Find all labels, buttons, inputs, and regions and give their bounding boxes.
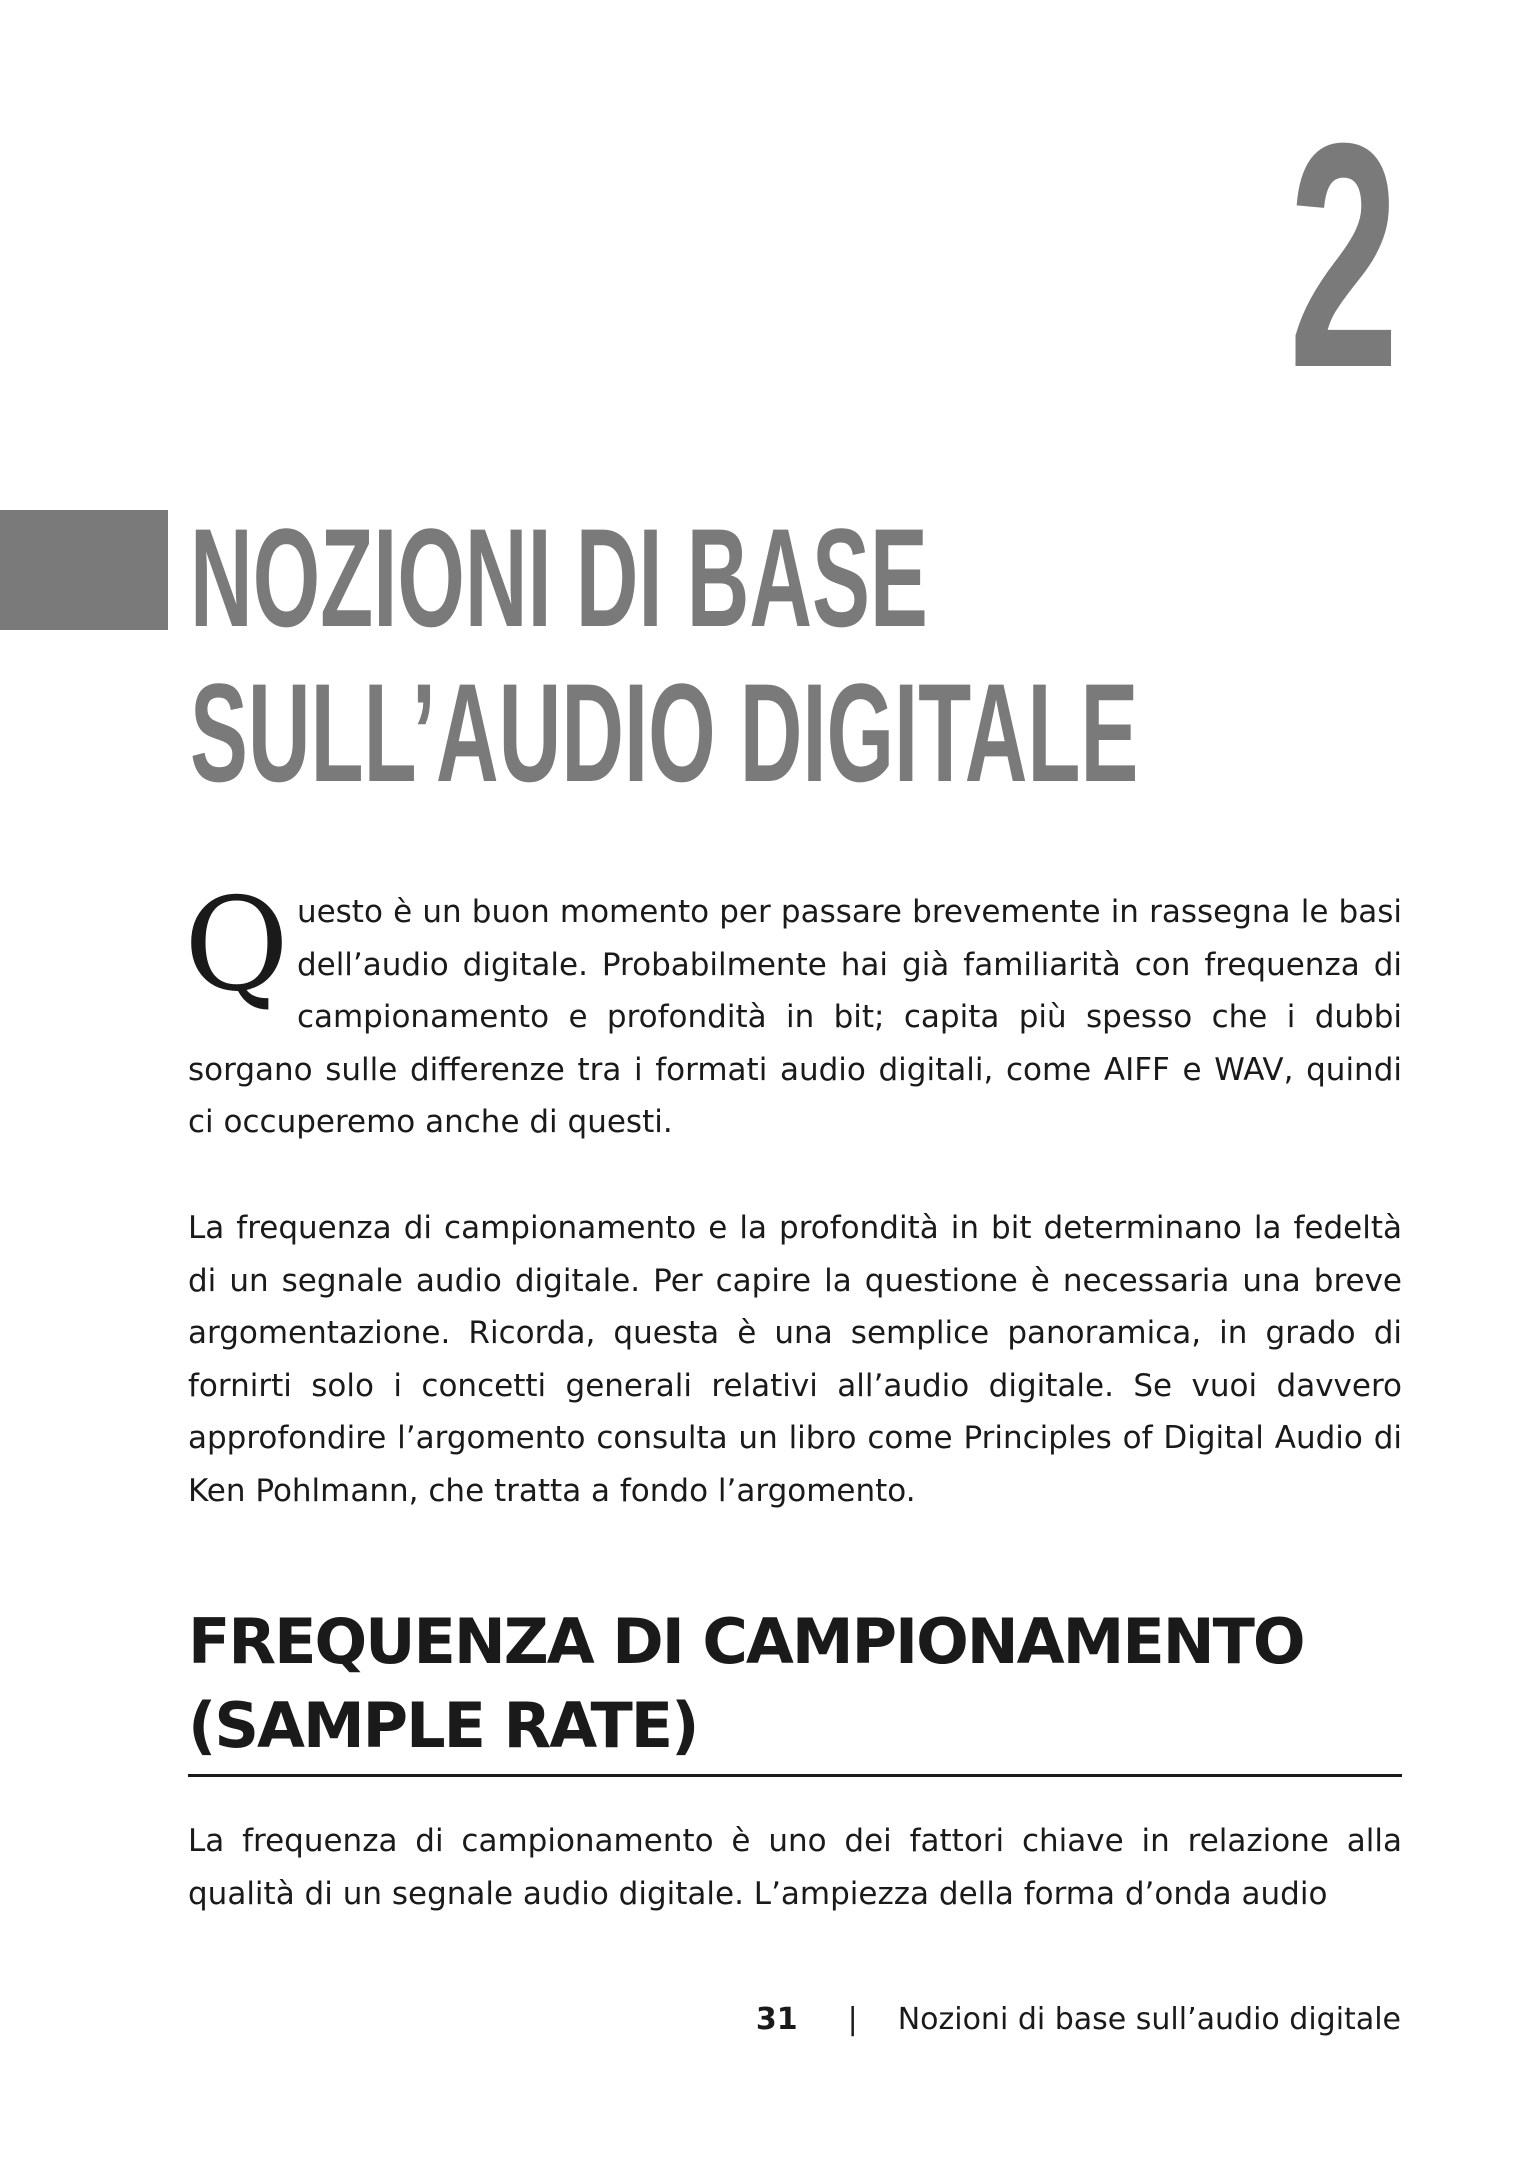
running-title: Nozioni di base sull’audio digitale (897, 2002, 1401, 2037)
section-paragraph: La frequenza di campionamento è uno dei fattori chiave in relazione alla qualità di un segnale audio digitale. L’ampiezza della forma d’onda audio (188, 1823, 1402, 1912)
chapter-title (190, 500, 1138, 810)
intro-paragraph-1 (184, 871, 1402, 1149)
section-heading (188, 1600, 1402, 1768)
section-divider (188, 1774, 1402, 1777)
chapter-number: 2 (1288, 76, 1399, 434)
intro-paragraph-1-text: uesto è un buon momento per passare brevemente in rassegna le basi dell’audio digitale. Probabilmente hai già familiarità con frequenza di campionamento e profondità in bit; capita più spesso che i dubbi sorgano sulle differenze tra i formati audio digitali, come AIFF e WAV, quindi ci occuperemo anche di questi. (188, 894, 1402, 1140)
intro-paragraph-2: La frequenza di campionamento e la profondità in bit determinano la fedeltà di un segnale audio digitale. Per capire la questione è necessaria una breve argomentazione. Ricorda, questa è una semplice panoramica, in grado di fornirti solo i concetti generali relativi all’audio digitale. Se vuoi davvero approfondire l’argomento consulta un libro come Principles of Digital Audio di Ken Pohlmann, che tratta a fondo l’argomento. (188, 1210, 1402, 1509)
section-heading-line-2: (SAMPLE RATE) (188, 1689, 698, 1762)
page-footer (756, 2002, 1401, 2037)
chapter-title-line-1: NOZIONI DI BASE (190, 499, 928, 656)
footer-separator: | (847, 2002, 858, 2037)
page-number: 31 (755, 2002, 798, 2037)
section-heading-line-1: FREQUENZA DI CAMPIONAMENTO (188, 1605, 1304, 1678)
chapter-title-line-2: SULL’AUDIO DIGITALE (190, 654, 1139, 811)
title-accent-bar (0, 510, 168, 630)
drop-cap: Q (184, 871, 289, 1020)
